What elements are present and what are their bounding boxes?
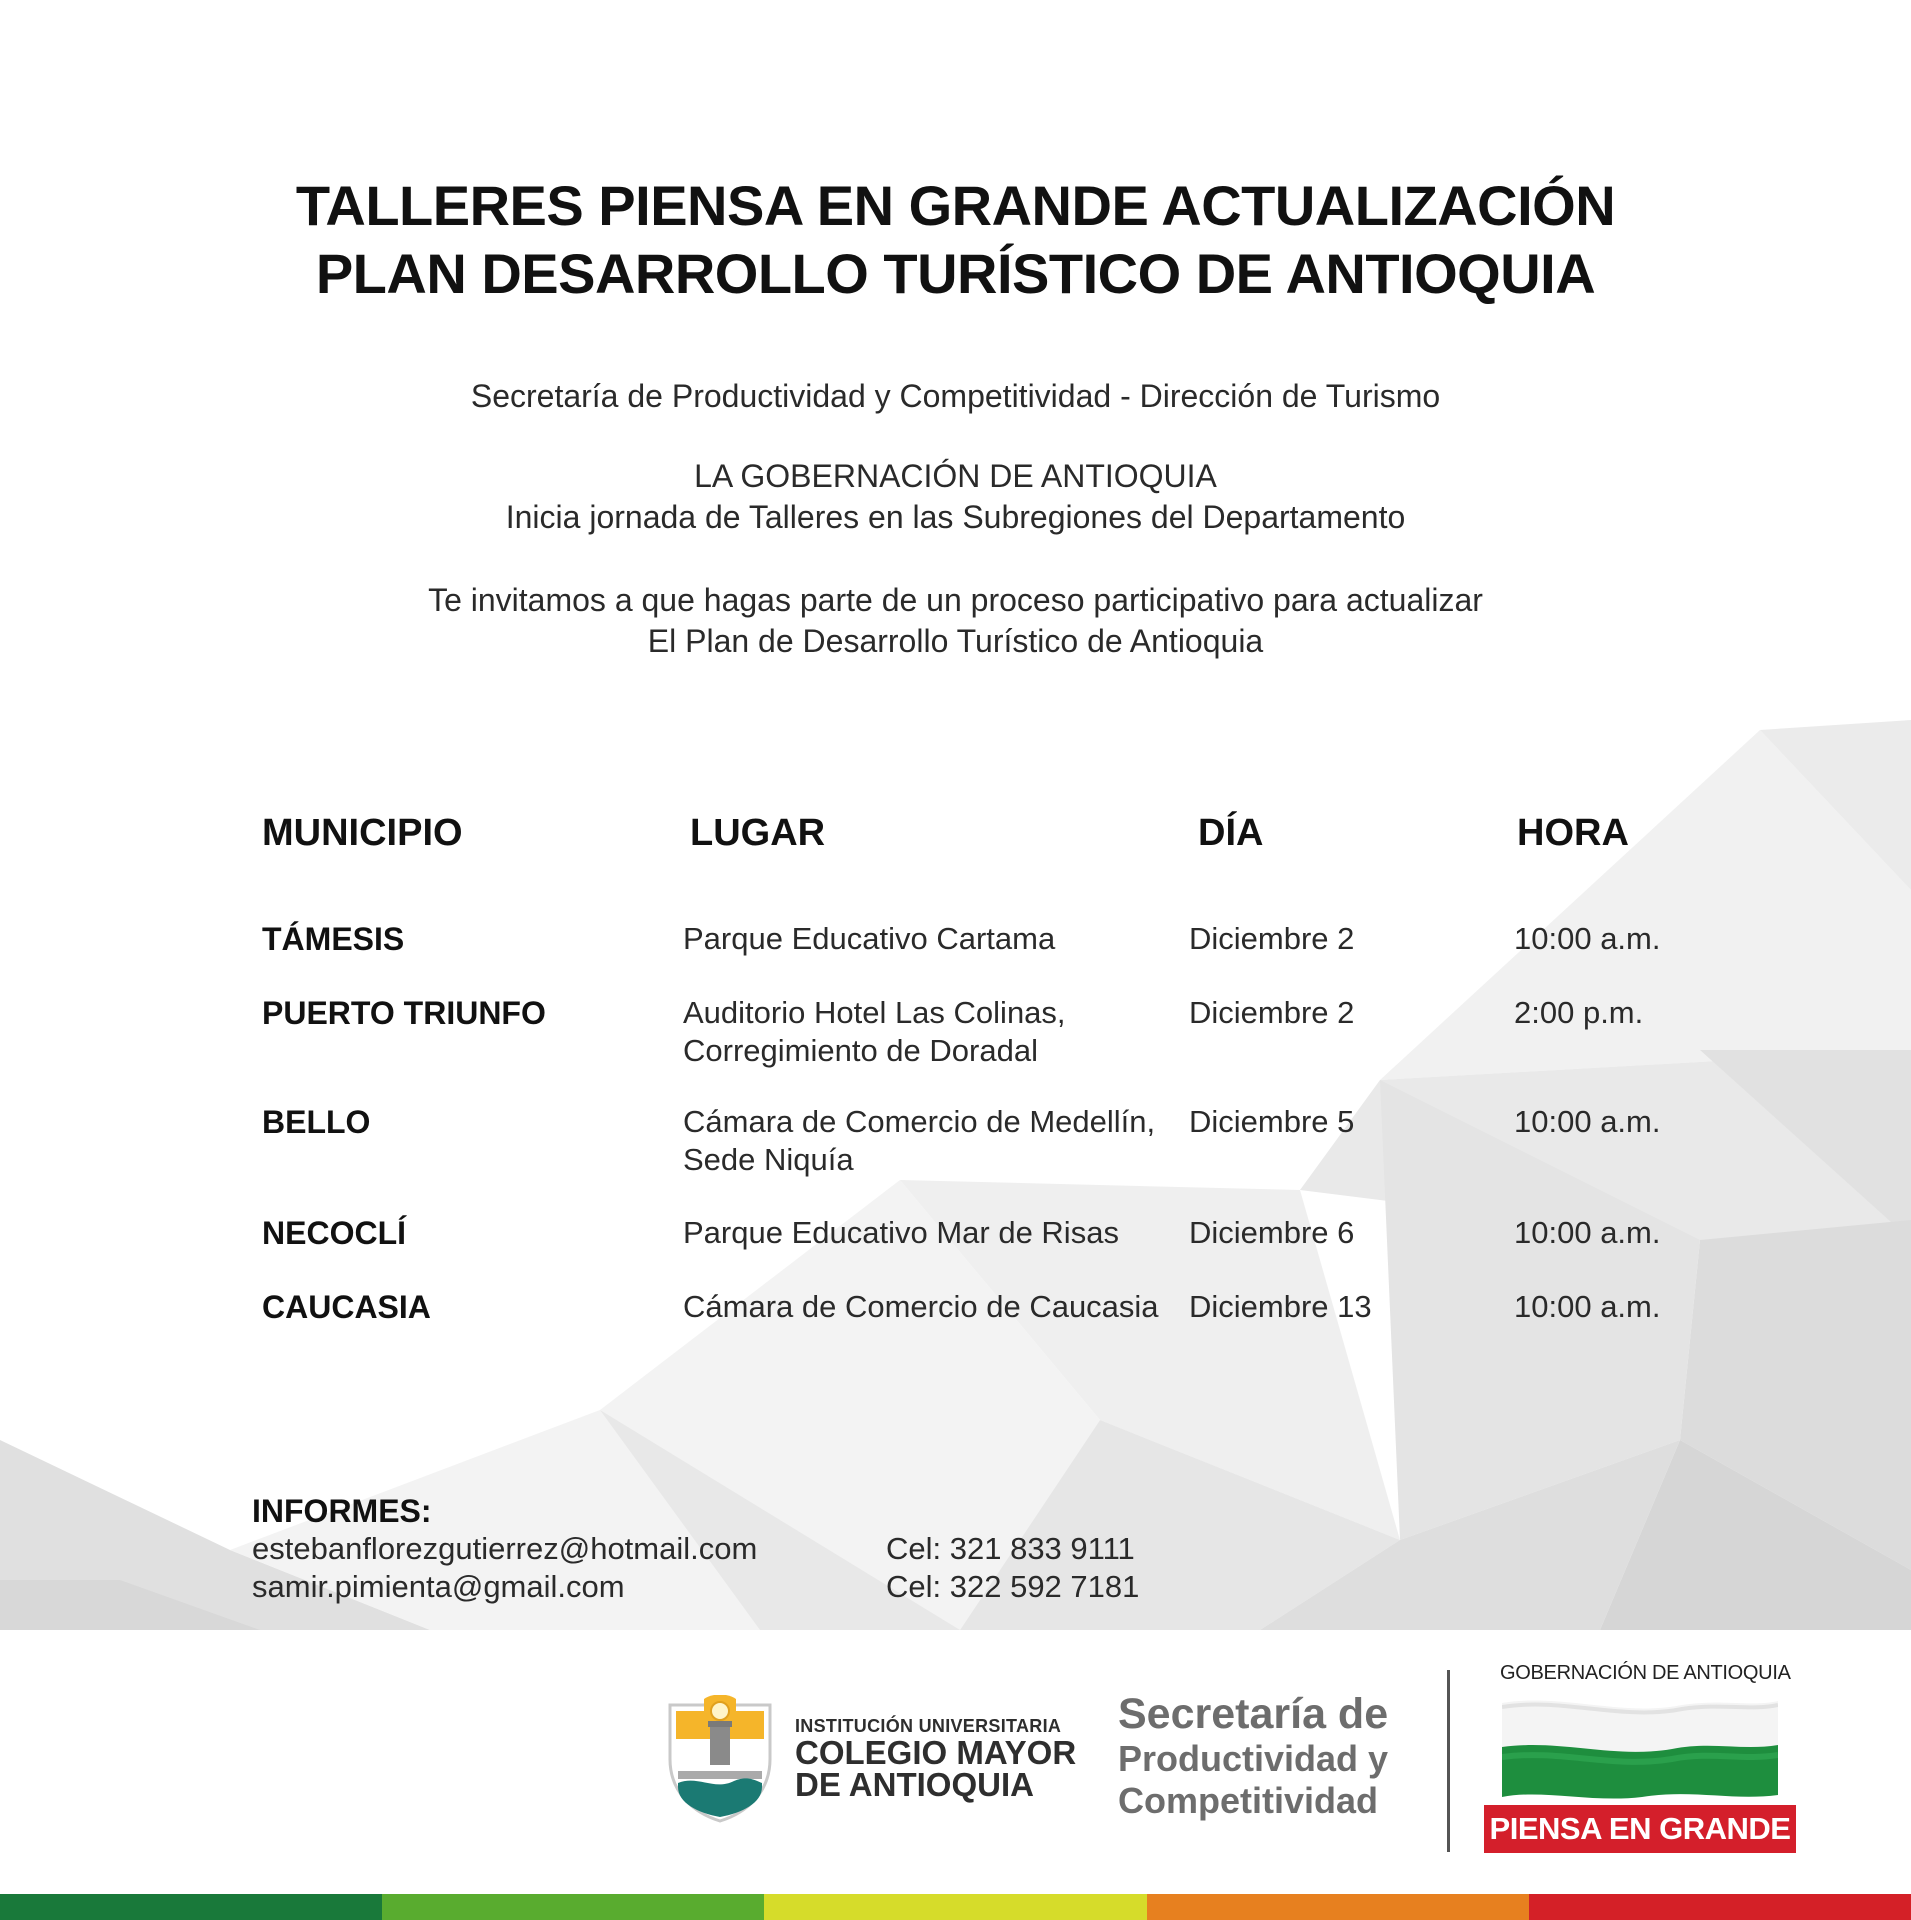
colegio-line-1: COLEGIO MAYOR [795, 1734, 1077, 1771]
color-stripe [0, 1894, 1911, 1920]
lugar-line: Cámara de Comercio de Medellín, [683, 1104, 1156, 1139]
phone-number: Cel: 321 833 9111 [886, 1531, 1135, 1566]
informes-phones [886, 1530, 1139, 1606]
stripe-segment [764, 1894, 1146, 1920]
piensa-en-grande-badge: PIENSA EN GRANDE [1484, 1805, 1796, 1853]
lugar-line: Sede Niquía [683, 1142, 854, 1177]
table-row-municipio: NECOCLÍ [262, 1215, 406, 1251]
secretaria-line-3: Competitividad [1118, 1780, 1379, 1821]
colegio-mayor-shield-logo [664, 1695, 776, 1823]
antioquia-flag-image [1502, 1693, 1778, 1801]
phone-number: Cel: 322 592 7181 [886, 1569, 1140, 1604]
table-row-dia: Diciembre 2 [1189, 921, 1355, 956]
table-row-hora: 10:00 a.m. [1514, 1104, 1661, 1139]
header-hora: HORA [1517, 812, 1629, 854]
secretaria-line-2: Productividad y [1118, 1738, 1389, 1779]
table-row-hora: 2:00 p.m. [1514, 995, 1644, 1030]
title-line-1: TALLERES PIENSA EN GRANDE ACTUALIZACIÓN [295, 174, 1616, 237]
table-row-hora: 10:00 a.m. [1514, 1289, 1661, 1324]
informes-title: INFORMES: [252, 1493, 432, 1529]
colegio-small-text: INSTITUCIÓN UNIVERSITARIA [795, 1716, 1062, 1736]
lugar-line: Corregimiento de Doradal [683, 1033, 1038, 1068]
gobernacion-line: LA GOBERNACIÓN DE ANTIOQUIA [694, 458, 1217, 494]
table-row-dia: Diciembre 2 [1189, 995, 1355, 1030]
table-row-lugar [683, 994, 1066, 1070]
table-row-municipio: TÁMESIS [262, 921, 405, 957]
email-link[interactable]: samir.pimienta@gmail.com [252, 1569, 625, 1604]
email-link[interactable]: estebanflorezgutierrez@hotmail.com [252, 1531, 758, 1566]
secretaria-line-1: Secretaría de [1118, 1690, 1389, 1738]
table-row-hora: 10:00 a.m. [1514, 1215, 1661, 1250]
stripe-segment [1147, 1894, 1529, 1920]
secretaria-logo-text [1118, 1690, 1388, 1822]
lugar-line: Cámara de Comercio de Caucasia [683, 1289, 1159, 1324]
table-row-dia: Diciembre 13 [1189, 1289, 1372, 1324]
inicia-line: Inicia jornada de Talleres en las Subregiones del Departamento [505, 499, 1406, 535]
stripe-segment [1529, 1894, 1911, 1920]
table-row-municipio: CAUCASIA [262, 1289, 431, 1325]
header-dia: DÍA [1198, 812, 1264, 854]
table-row-municipio: BELLO [262, 1104, 371, 1140]
lugar-line: Parque Educativo Mar de Risas [683, 1215, 1119, 1250]
table-row-lugar [683, 1288, 1159, 1326]
lugar-line: Parque Educativo Cartama [683, 921, 1056, 956]
table-row-lugar [683, 920, 1055, 958]
stripe-segment [382, 1894, 764, 1920]
header-municipio: MUNICIPIO [262, 812, 463, 854]
stripe-segment [0, 1894, 382, 1920]
table-row-lugar [683, 1103, 1155, 1179]
lugar-line: Auditorio Hotel Las Colinas, [683, 995, 1066, 1030]
secretaria-subtitle: Secretaría de Productividad y Competitividad - Dirección de Turismo [470, 378, 1441, 414]
header-lugar: LUGAR [690, 812, 826, 854]
colegio-line-2: DE ANTIOQUIA [795, 1766, 1034, 1803]
table-row-municipio: PUERTO TRIUNFO [262, 995, 546, 1031]
table-row-dia: Diciembre 6 [1189, 1215, 1355, 1250]
title-line-2: PLAN DESARROLLO TURÍSTICO DE ANTIOQUIA [315, 242, 1596, 305]
gobernacion-label: GOBERNACIÓN DE ANTIOQUIA [1500, 1662, 1791, 1684]
invitation-line-2: El Plan de Desarrollo Turístico de Antioquia [647, 623, 1264, 659]
informes-emails [252, 1530, 757, 1606]
table-row-hora: 10:00 a.m. [1514, 921, 1661, 956]
table-row-lugar [683, 1214, 1119, 1252]
invitation-block [0, 580, 1911, 662]
footer-divider [1447, 1670, 1450, 1852]
page-title [0, 172, 1911, 308]
invitation-line-1: Te invitamos a que hagas parte de un proceso participativo para actualizar [428, 582, 1483, 618]
gobernacion-block [0, 456, 1911, 538]
colegio-mayor-logo-text [795, 1716, 1076, 1801]
table-row-dia: Diciembre 5 [1189, 1104, 1355, 1139]
